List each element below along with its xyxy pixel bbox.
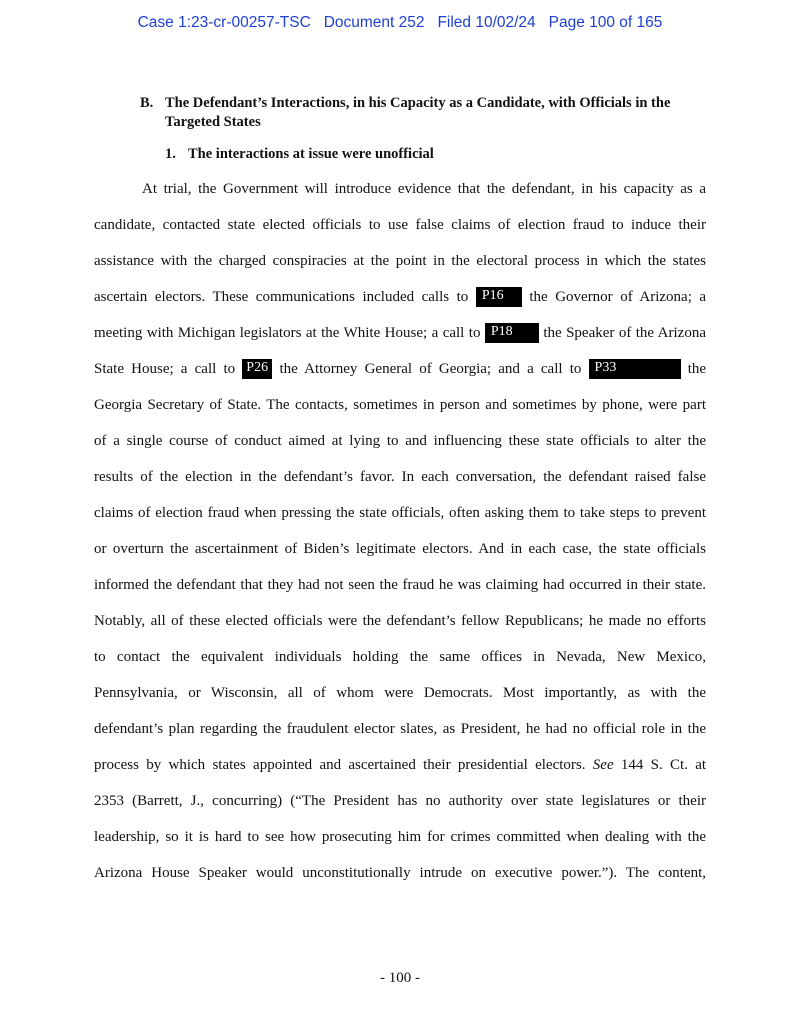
body-line-13: Notably, all of these elected officials were the defendant’s fellow Republicans; he made no efforts <box>94 613 706 629</box>
body-line-4 <box>94 287 706 307</box>
page-count: Page 100 of 165 <box>548 14 663 31</box>
body-line-11: or overturn the ascertainment of Biden’s legitimate electors. And in each case, the state officials <box>94 541 706 557</box>
body-line-18: 2353 (Barrett, J., concurring) (“The President has no authority over state legislatures or their <box>94 793 706 809</box>
case-number: Case 1:23-cr-00257-TSC <box>137 14 311 31</box>
body-text: State House; a call to <box>94 361 236 377</box>
body-text: the <box>687 361 707 377</box>
body-line-10: claims of election fraud when pressing the state officials, often asking them to take steps to prevent <box>94 505 706 521</box>
body-line-7: Georgia Secretary of State. The contacts, sometimes in person and sometimes by phone, were part <box>94 397 706 413</box>
body-text: the Governor of Arizona; a <box>529 289 707 305</box>
redaction-box-p26: P26 <box>242 359 272 379</box>
section-heading-b <box>140 94 720 132</box>
redaction-box-p18: P18 <box>485 323 539 343</box>
body-line-20: Arizona House Speaker would unconstitutionally intrude on executive power.”). The content, <box>94 865 706 881</box>
body-text: ascertain electors. These communications included calls to <box>94 289 469 305</box>
body-line-5 <box>94 323 706 343</box>
body-line-14: to contact the equivalent individuals holding the same offices in Nevada, New Mexico, <box>94 649 706 665</box>
body-text: the Attorney General of Georgia; and a call to <box>279 361 582 377</box>
body-text: 144 S. Ct. at <box>620 757 707 773</box>
body-line-9: results of the election in the defendant’s favor. In each conversation, the defendant raised false <box>94 469 706 485</box>
body-line-17 <box>94 755 706 775</box>
body-line-16: defendant’s plan regarding the fraudulent elector slates, as President, he had no official role in the <box>94 721 706 737</box>
body-line-1: At trial, the Government will introduce evidence that the defendant, in his capacity as a <box>142 181 706 197</box>
citation-signal: See <box>592 757 614 773</box>
document-number: Document 252 <box>323 14 425 31</box>
body-line-2: candidate, contacted state elected officials to use false claims of election fraud to induce their <box>94 217 706 233</box>
section-title: The Defendant’s Interactions, in his Capacity as a Candidate, with Officials in the Targeted States <box>165 95 671 130</box>
filed-date: Filed 10/02/24 <box>437 14 536 31</box>
body-line-8: of a single course of conduct aimed at lying to and influencing these state officials to alter the <box>94 433 706 449</box>
body-line-12: informed the defendant that they had not seen the fraud he was claiming had occurred in their state. <box>94 577 706 593</box>
body-line-6 <box>94 359 706 379</box>
body-line-15: Pennsylvania, or Wisconsin, all of whom were Democrats. Most importantly, as with the <box>94 685 706 701</box>
subsection-label: 1. <box>165 146 176 162</box>
subsection-heading-1 <box>165 146 434 163</box>
section-label: B. <box>140 95 154 111</box>
body-text: process by which states appointed and ascertained their presidential electors. <box>94 757 586 773</box>
subsection-title: The interactions at issue were unofficial <box>188 146 434 162</box>
redaction-box-p33: P33 <box>589 359 681 379</box>
body-text: meeting with Michigan legislators at the White House; a call to <box>94 325 481 341</box>
body-text: the Speaker of the Arizona <box>543 325 706 341</box>
body-line-3: assistance with the charged conspiracies at the point in the electoral process in which the states <box>94 253 706 269</box>
page-number: - 100 - <box>380 970 420 986</box>
case-header <box>0 14 800 32</box>
body-line-19: leadership, so it is hard to see how prosecuting him for crimes committed when dealing with the <box>94 829 706 845</box>
redaction-box-p16: P16 <box>476 287 522 307</box>
